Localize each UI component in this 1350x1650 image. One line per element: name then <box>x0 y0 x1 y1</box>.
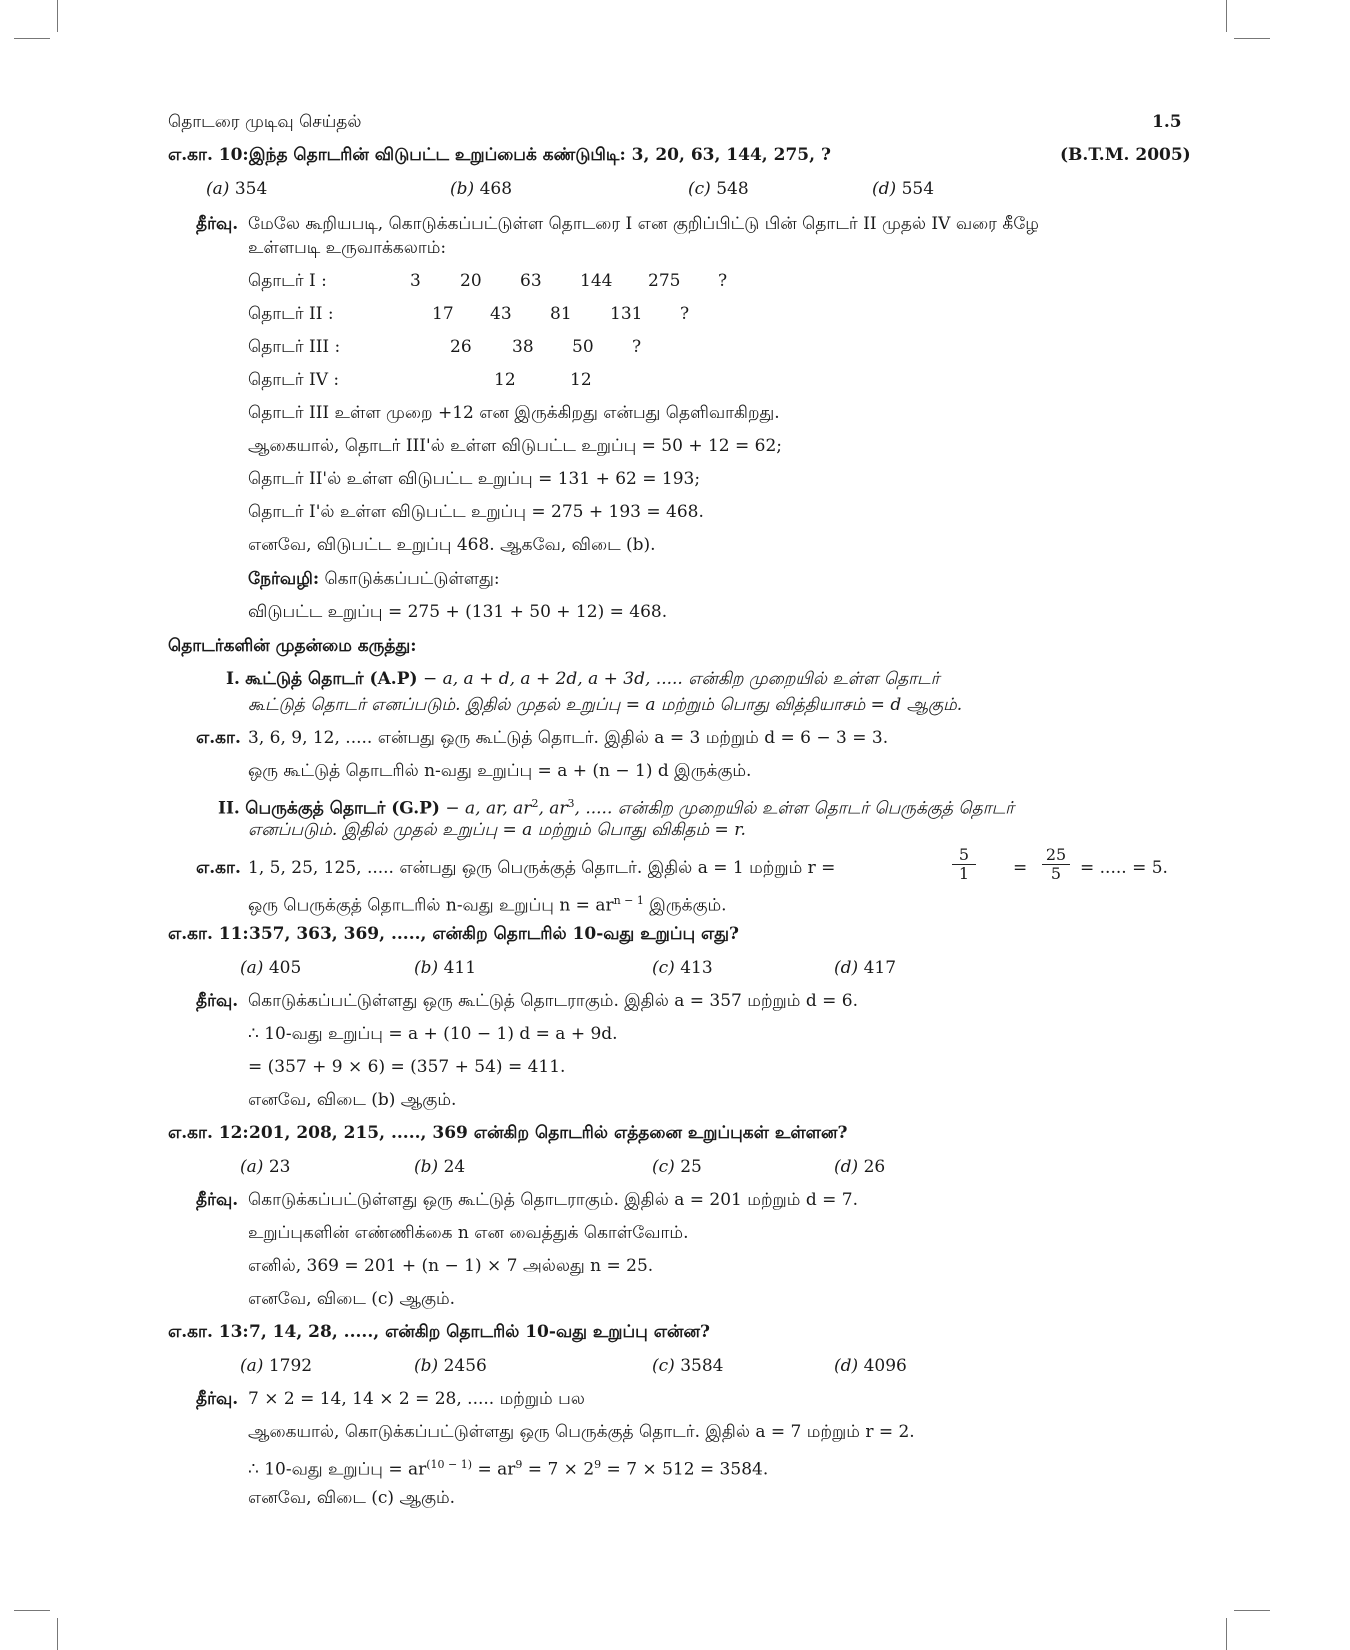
solution-step: எனில், 369 = 201 + (n − 1) × 7 அல்லது n = 25. <box>248 1256 654 1276</box>
series-value: 144 <box>580 271 613 291</box>
gp-nth-term: ஒரு பெருக்குத் தொடரில் n-வது உறுப்பு $n = ar^{n - 1}$ இருக்கும். <box>248 894 727 916</box>
crop-mark <box>1226 1618 1227 1650</box>
crop-mark <box>1234 38 1270 39</box>
fraction: $\frac{5}{1}$ <box>952 846 976 883</box>
option-a: (a) 23 <box>240 1157 291 1177</box>
solution-step: = (357 + 9 × 6) = (357 + 54) = 411. <box>248 1057 566 1077</box>
series-value: 275 <box>648 271 681 291</box>
gp-definition: II. பெருக்குத் தொடர் (G.P) − a, ar, $ar^2$, $ar^3$, ..... என்கிற முறையில் உள்ள தொடர் பெருக்குத் தொடர் <box>218 797 1015 819</box>
example-question: 357, 363, 369, ....., என்கிற தொடரில் 10-வது உறுப்பு எது? <box>249 924 740 944</box>
solution-label: தீர்வு. <box>196 991 239 1011</box>
crop-mark <box>57 0 58 32</box>
option-d: (d) 4096 <box>834 1356 907 1376</box>
solution-step: தொடர் I'ல் உள்ள விடுபட்ட உறுப்பு = 275 + 193 = 468. <box>248 502 704 522</box>
ap-definition-cont: கூட்டுத் தொடர் எனப்படும். இதில் முதல் உறுப்பு = a மற்றும் பொது வித்தியாசம் = d ஆகும். <box>248 695 963 715</box>
solution-step: ∴ 10-வது உறுப்பு = $ar^{(10 - 1)} = ar^9 = 7 \times 2^9 = 7 \times 512 = 3584$. <box>248 1458 769 1480</box>
solution-text: உள்ளபடி உருவாக்கலாம்: <box>248 238 447 258</box>
series-value: 12 <box>494 370 516 390</box>
solution-step: எனவே, விடை (b) ஆகும். <box>248 1090 457 1110</box>
solution-step: எனவே, விடை (c) ஆகும். <box>248 1289 456 1309</box>
option-b: (b) 2456 <box>414 1356 487 1376</box>
series-value: 17 <box>432 304 454 324</box>
direct-calculation: விடுபட்ட உறுப்பு = 275 + (131 + 50 + 12) = 468. <box>248 602 668 622</box>
page-number: 1.5 <box>1152 112 1182 132</box>
series-label: தொடர் II : <box>248 304 334 324</box>
option-c: (c) 548 <box>688 179 749 199</box>
example-label: எ.கா. 12: <box>168 1123 249 1143</box>
solution-step: ∴ 10-வது உறுப்பு = a + (10 − 1) d = a + 9d. <box>248 1024 618 1044</box>
option-d: (d) 26 <box>834 1157 886 1177</box>
example-label: எ.கா. <box>196 858 241 878</box>
series-value: 131 <box>610 304 643 324</box>
option-a: (a) 354 <box>206 179 268 199</box>
solution-step: ஆகையால், கொடுக்கப்பட்டுள்ளது ஒரு பெருக்குத் தொடர். இதில் a = 7 மற்றும் r = 2. <box>248 1422 915 1442</box>
series-value: 43 <box>490 304 512 324</box>
gp-example: 1, 5, 25, 125, ..... என்பது ஒரு பெருக்குத் தொடர். இதில் a = 1 மற்றும் r = <box>248 858 836 878</box>
option-a: (a) 405 <box>240 958 302 978</box>
series-value: 63 <box>520 271 542 291</box>
series-value: ? <box>632 337 642 357</box>
direct-method: நேர்வழி: கொடுக்கப்பட்டுள்ளது: <box>248 569 500 589</box>
solution-step: தொடர் III உள்ள முறை +12 என இருக்கிறது என்பது தெளிவாகிறது. <box>248 403 780 423</box>
solution-step: தொடர் II'ல் உள்ள விடுபட்ட உறுப்பு = 131 + 62 = 193; <box>248 469 701 489</box>
option-d: (d) 554 <box>872 179 935 199</box>
solution-label: தீர்வு. <box>196 1389 239 1409</box>
solution-step: எனவே, விடுபட்ட உறுப்பு 468. ஆகவே, விடை (b). <box>248 535 656 555</box>
example-question: இந்த தொடரின் விடுபட்ட உறுப்பைக் கண்டுபிடி: 3, 20, 63, 144, 275, ? <box>249 145 831 165</box>
example-question: 7, 14, 28, ....., என்கிற தொடரில் 10-வது உறுப்பு என்ன? <box>249 1322 710 1342</box>
ap-definition: I. கூட்டுத் தொடர் (A.P) − a, a + d, a + 2d, a + 3d, ..... என்கிற முறையில் உள்ள தொடர் <box>226 669 940 689</box>
solution-text: மேலே கூறியபடி, கொடுக்கப்பட்டுள்ள தொடரை I என குறிப்பிட்டு பின் தொடர் II முதல் IV வரை கீழே <box>248 214 1039 234</box>
crop-mark <box>14 38 50 39</box>
series-value: 81 <box>550 304 572 324</box>
crop-mark <box>1234 1610 1270 1611</box>
solution-step: கொடுக்கப்பட்டுள்ளது ஒரு கூட்டுத் தொடராகும். இதில் a = 357 மற்றும் d = 6. <box>248 991 858 1011</box>
crop-mark <box>57 1618 58 1650</box>
solution-step: ஆகையால், தொடர் III'ல் உள்ள விடுபட்ட உறுப்பு = 50 + 12 = 62; <box>248 436 783 456</box>
example-label: எ.கா. 13: <box>168 1322 249 1342</box>
running-header: தொடரை முடிவு செய்தல் <box>168 112 362 132</box>
solution-step: 7 × 2 = 14, 14 × 2 = 28, ..... மற்றும் பல <box>248 1389 585 1409</box>
option-b: (b) 468 <box>450 179 513 199</box>
solution-step: உறுப்புகளின் எண்ணிக்கை n என வைத்துக் கொள்வோம். <box>248 1223 689 1243</box>
example-label: எ.கா. 10: <box>168 145 249 165</box>
solution-label: தீர்வு. <box>196 214 239 234</box>
series-label: தொடர் III : <box>248 337 341 357</box>
equals-sign: = <box>1013 858 1028 878</box>
option-b: (b) 411 <box>414 958 477 978</box>
series-value: 50 <box>572 337 594 357</box>
option-d: (d) 417 <box>834 958 897 978</box>
gp-definition-cont: எனப்படும். இதில் முதல் உறுப்பு = a மற்றும் பொது விகிதம் = r. <box>248 820 746 840</box>
series-label: தொடர் IV : <box>248 370 340 390</box>
series-label: தொடர் I : <box>248 271 327 291</box>
series-value: ? <box>680 304 690 324</box>
example-label: எ.கா. <box>196 728 241 748</box>
series-value: 12 <box>570 370 592 390</box>
ap-nth-term: ஒரு கூட்டுத் தொடரில் n-வது உறுப்பு = a + (n − 1) d இருக்கும். <box>248 761 752 781</box>
series-value: 20 <box>460 271 482 291</box>
series-value: 26 <box>450 337 472 357</box>
series-value: 38 <box>512 337 534 357</box>
example-question: 201, 208, 215, ....., 369 என்கிற தொடரில் எத்தனை உறுப்புகள் உள்ளன? <box>249 1123 848 1143</box>
exam-source: (B.T.M. 2005) <box>1060 145 1191 165</box>
crop-mark <box>14 1610 50 1611</box>
series-value: ? <box>718 271 728 291</box>
option-c: (c) 413 <box>652 958 713 978</box>
series-value: 3 <box>410 271 421 291</box>
option-c: (c) 3584 <box>652 1356 724 1376</box>
solution-label: தீர்வு. <box>196 1190 239 1210</box>
option-b: (b) 24 <box>414 1157 466 1177</box>
crop-mark <box>1226 0 1227 32</box>
option-c: (c) 25 <box>652 1157 702 1177</box>
option-a: (a) 1792 <box>240 1356 313 1376</box>
solution-step: கொடுக்கப்பட்டுள்ளது ஒரு கூட்டுத் தொடராகும். இதில் a = 201 மற்றும் d = 7. <box>248 1190 858 1210</box>
solution-step: எனவே, விடை (c) ஆகும். <box>248 1488 456 1508</box>
ap-example: 3, 6, 9, 12, ..... என்பது ஒரு கூட்டுத் தொடர். இதில் a = 3 மற்றும் d = 6 − 3 = 3. <box>248 728 889 748</box>
section-heading: தொடர்களின் முதன்மை கருத்து: <box>168 636 417 656</box>
fraction: $\frac{25}{5}$ <box>1042 846 1070 883</box>
gp-example-tail: = ..... = 5. <box>1080 858 1168 878</box>
example-label: எ.கா. 11: <box>168 924 249 944</box>
